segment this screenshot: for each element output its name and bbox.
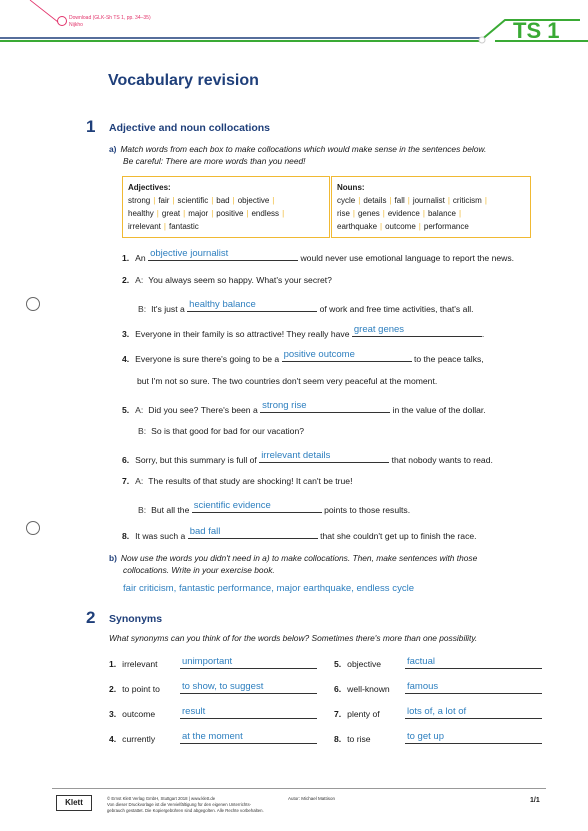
sentence-5a (122, 401, 486, 415)
task-a-line1: Match words from each box to make collocations which would make sense in the sentences below. (120, 144, 487, 154)
word-item: bad (216, 196, 230, 205)
answer-text: to get up (407, 731, 444, 742)
word-item: irrelevant (128, 222, 161, 231)
item-number: 7. (122, 476, 130, 486)
item-number: 6. (334, 684, 342, 694)
answer-text: lots of, a lot of (407, 706, 467, 717)
copyright-line: gebrauch gestattet. Die Kopiergebühren sind abgegolten. Alle Rechte vorbehalten. (107, 808, 264, 813)
synonym-word: well-known (347, 684, 390, 694)
answer-blank[interactable] (259, 451, 389, 463)
sentence-text: It was such a (135, 531, 186, 541)
sentence-text: points to those results. (324, 505, 411, 515)
task-b-line1: Now use the words you didn't need in a) to make collocations. Then, make sentences with those (120, 553, 478, 563)
section1-heading: Adjective and noun collocations (109, 122, 271, 134)
copyright-notice (107, 796, 264, 814)
item-number: 6. (122, 455, 130, 465)
word-item: fair (158, 196, 170, 205)
word-item: scientific (177, 196, 209, 205)
item-number: 5. (334, 659, 342, 669)
sentence-4 (122, 350, 484, 364)
sentence-text: Sorry, but this summary is full of (135, 455, 257, 465)
item-number: 2. (122, 275, 130, 285)
item-number: 3. (109, 709, 117, 719)
answer-blank[interactable] (282, 350, 412, 362)
copyright-line: © Ernst Klett Verlag GmbH, Stuttgart 2018 | www.klett.de (107, 796, 216, 801)
word-item: endless (251, 209, 280, 218)
synonym-item-4 (109, 734, 155, 744)
sentence-text: to the peace talks, (413, 354, 484, 364)
sentence-text: . (481, 329, 485, 339)
word-item: healthy (128, 209, 154, 218)
word-item: cycle (337, 196, 356, 205)
sentence-text: So is that good for bad for our vacation? (151, 426, 304, 436)
sentence-text: in the value of the dollar. (392, 405, 486, 415)
task-b-label: b) (109, 553, 117, 563)
sentence-5b (138, 426, 304, 436)
synonym-word: objective (347, 659, 382, 669)
synonym-item-3 (109, 709, 155, 719)
task-b-answer: fair criticism, fantastic performance, major earthquake, endless cycle (123, 583, 415, 594)
download-line2: Nijkho (69, 22, 83, 28)
answer-blank[interactable] (260, 401, 390, 413)
synonym-word: plenty of (347, 709, 380, 719)
word-item: rise (337, 209, 350, 218)
task-a-line2: Be careful: There are more words than you need! (123, 156, 306, 166)
speaker-label: B: (138, 505, 147, 515)
item-number: 1. (109, 659, 117, 669)
answer-text: at the moment (182, 731, 243, 742)
word-item: genes (357, 209, 380, 218)
nouns-row-1: cycle | details | fall | journalist | criticism | (337, 196, 487, 205)
sentence-1 (122, 249, 514, 263)
section2-instruction: What synonyms can you think of for the words below? Sometimes there's more than one possibility. (109, 633, 478, 643)
item-number: 5. (122, 405, 130, 415)
speaker-label: B: (138, 426, 147, 436)
sentence-text: but I'm not so sure. The two countries don't seem very peaceful at the moment. (137, 376, 438, 386)
word-item: earthquake (337, 222, 378, 231)
item-number: 8. (122, 531, 130, 541)
answer-text: famous (407, 681, 439, 692)
synonym-answer-blank[interactable] (180, 656, 317, 669)
item-number: 8. (334, 734, 342, 744)
word-item: evidence (387, 209, 420, 218)
sentence-text: that nobody wants to read. (391, 455, 493, 465)
synonym-item-8 (334, 734, 371, 744)
synonym-item-7 (334, 709, 380, 719)
sentence-text: that she couldn't get up to finish the race. (320, 531, 477, 541)
synonym-answer-blank[interactable] (405, 706, 542, 719)
adjectives-box (122, 176, 330, 238)
sentence-4-cont (137, 376, 437, 386)
sentence-7a (122, 476, 352, 486)
sentence-text: The results of that study are shocking! It can't be true! (148, 476, 353, 486)
sentence-text: Everyone in their family is so attractive! They really have (135, 329, 350, 339)
answer-text: strong rise (262, 400, 307, 411)
word-item: details (363, 196, 387, 205)
synonym-answer-blank[interactable] (405, 731, 542, 744)
word-item: major (188, 209, 209, 218)
word-item: objective (237, 196, 270, 205)
task-b-instruction (109, 552, 477, 576)
word-item: strong (128, 196, 151, 205)
synonym-item-6 (334, 684, 390, 694)
nouns-row-3: earthquake | outcome | performance (337, 222, 469, 231)
sentence-3 (122, 325, 484, 339)
copyright-line: Von dieser Druckvorlage ist die Vervielfältigung für den eigenen Unterrichts- (107, 802, 252, 807)
punch-hole-bottom (26, 521, 40, 535)
sentence-text: would never use emotional language to report the news. (300, 253, 515, 263)
word-item: fall (394, 196, 405, 205)
task-b-line2: collocations. Write in your exercise book. (123, 565, 275, 575)
item-number: 4. (122, 354, 130, 364)
adjectives-title: Adjectives: (128, 183, 171, 192)
adjectives-row-3: irrelevant | fantastic (128, 222, 199, 231)
sentence-text: It's just a (151, 304, 185, 314)
footer-divider (52, 788, 546, 789)
word-item: journalist (412, 196, 445, 205)
word-item: fantastic (168, 222, 199, 231)
download-line1: Download (GLK-Sh TS 1, pp. 34–35) (69, 15, 151, 21)
synonym-answer-blank[interactable] (405, 656, 542, 669)
synonym-word: to point to (122, 684, 160, 694)
adjectives-row-1: strong | fair | scientific | bad | objective | (128, 196, 275, 205)
answer-text: positive outcome (283, 349, 355, 360)
word-item: balance (427, 209, 456, 218)
word-item: outcome (385, 222, 416, 231)
klett-logo-text: Klett (65, 798, 83, 807)
answer-text: objective journalist (150, 248, 229, 259)
word-item: criticism (452, 196, 482, 205)
sentence-2b (138, 300, 474, 314)
item-number: 3. (122, 329, 130, 339)
page-number: 1/1 (530, 797, 540, 804)
answer-text: unimportant (182, 656, 233, 667)
ts-badge: TS 1 (513, 18, 560, 43)
word-item: performance (423, 222, 469, 231)
answer-text: to show, to suggest (182, 681, 264, 692)
nouns-box (331, 176, 531, 238)
synonym-word: outcome (122, 709, 156, 719)
adjectives-row-2: healthy | great | major | positive | endless | (128, 209, 285, 218)
synonym-answer-blank[interactable] (180, 706, 317, 719)
sentence-text: An (135, 253, 146, 263)
synonym-word: to rise (347, 734, 371, 744)
synonym-answer-blank[interactable] (180, 731, 317, 744)
klett-logo (56, 795, 92, 811)
sentence-text: of work and free time activities, that's all. (319, 304, 474, 314)
speaker-label: B: (138, 304, 147, 314)
word-item: great (161, 209, 181, 218)
speaker-label: A: (135, 405, 144, 415)
answer-blank[interactable] (148, 249, 298, 261)
speaker-label: A: (135, 476, 144, 486)
answer-blank[interactable] (188, 527, 318, 539)
item-number: 2. (109, 684, 117, 694)
synonym-answer-blank[interactable] (180, 681, 317, 694)
task-a-label: a) (109, 144, 117, 154)
nouns-title: Nouns: (337, 183, 365, 192)
author-credit: Autor: Michael Mattison (288, 796, 336, 801)
item-number: 4. (109, 734, 117, 744)
section2-number: 2 (86, 608, 96, 627)
synonym-word: irrelevant (122, 659, 158, 669)
sentence-text: You always seem so happy. What's your secret? (148, 275, 332, 285)
page-title: Vocabulary revision (108, 72, 259, 89)
sentence-text: Everyone is sure there's going to be a (135, 354, 280, 364)
answer-blank[interactable] (352, 324, 485, 339)
answer-text: irrelevant details (261, 450, 331, 461)
answer-text: healthy balance (189, 299, 256, 310)
answer-blank[interactable] (187, 300, 317, 312)
section2-heading: Synonyms (109, 613, 163, 625)
nouns-row-2: rise | genes | evidence | balance | (337, 209, 462, 218)
synonym-item-2 (109, 684, 160, 694)
synonym-item-1 (109, 659, 158, 669)
word-item: positive (216, 209, 244, 218)
section1-number: 1 (86, 117, 96, 136)
synonym-word: currently (122, 734, 156, 744)
sentence-text: Did you see? There's been a (148, 405, 258, 415)
item-number: 7. (334, 709, 342, 719)
globe-icon (57, 16, 67, 26)
item-number: 1. (122, 253, 130, 263)
answer-text: result (182, 706, 206, 717)
sentence-2a (122, 275, 332, 285)
punch-hole-top (26, 297, 40, 311)
synonym-answer-blank[interactable] (405, 681, 542, 694)
sentence-text: But all the (151, 505, 190, 515)
speaker-label: A: (135, 275, 144, 285)
synonym-item-5 (334, 659, 381, 669)
sentence-7b (138, 501, 410, 515)
answer-text: great genes (353, 324, 405, 335)
sentence-8 (122, 527, 477, 541)
answer-text: factual (407, 656, 435, 667)
answer-blank[interactable] (192, 501, 322, 513)
task-a-instruction (109, 143, 486, 167)
answer-text: bad fall (189, 526, 221, 537)
sentence-6 (122, 451, 493, 465)
download-link[interactable] (69, 15, 151, 29)
answer-text: scientific evidence (193, 500, 271, 511)
